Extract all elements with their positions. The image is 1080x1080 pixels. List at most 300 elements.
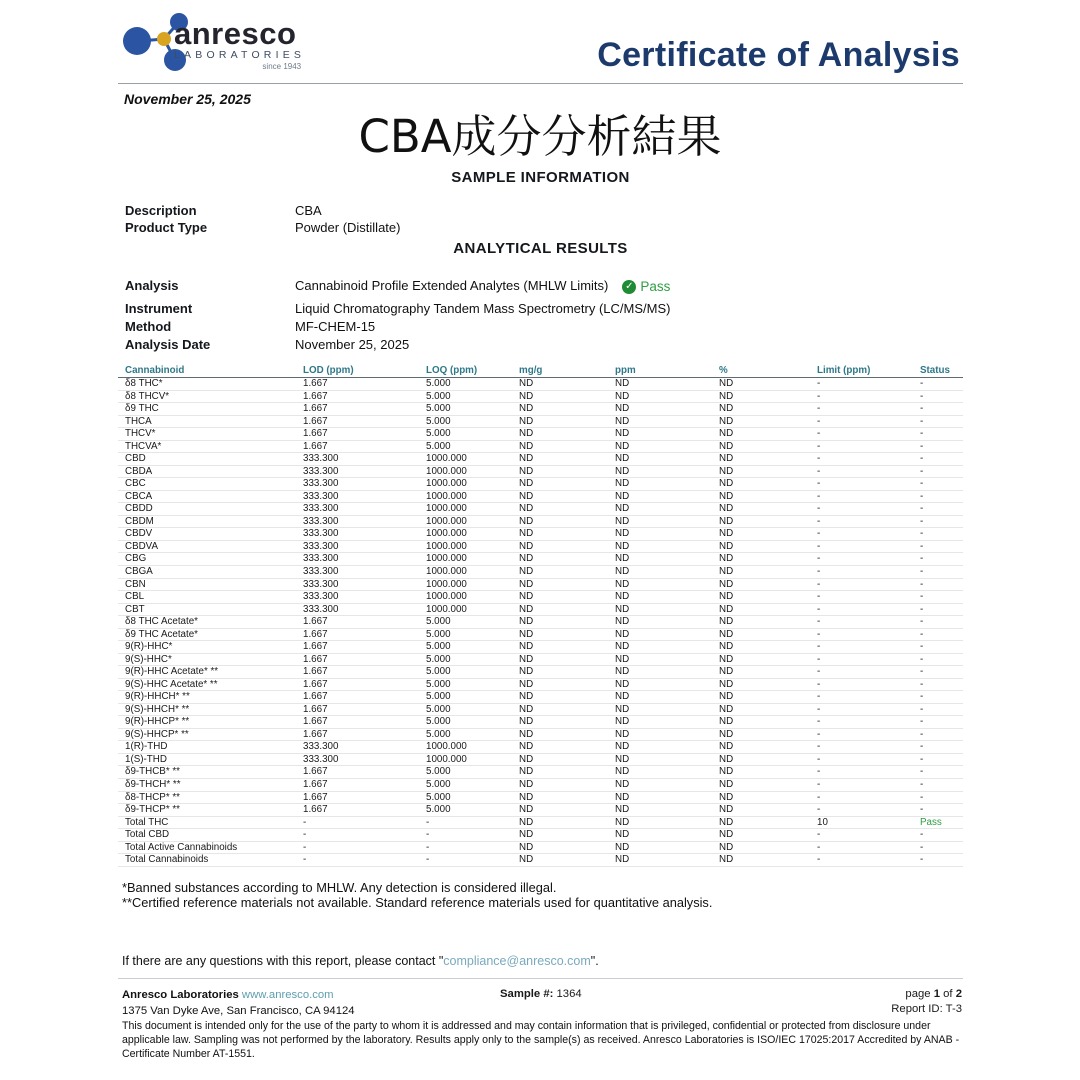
cell-percent: ND xyxy=(719,378,734,389)
cell-loq: - xyxy=(426,829,430,841)
cell-ppm: ND xyxy=(615,428,630,440)
cell-percent: ND xyxy=(719,440,734,452)
cell-percent: ND xyxy=(719,791,734,803)
cell-mgg: ND xyxy=(519,804,534,816)
table-row xyxy=(118,854,963,867)
cell-ppm: ND xyxy=(615,753,630,765)
cell-limit: - xyxy=(817,515,821,527)
cell-mgg: ND xyxy=(519,428,534,440)
cell-ppm: ND xyxy=(615,565,630,577)
cell-percent: ND xyxy=(719,703,734,715)
footnote-reference: **Certified reference materials not available. Standard reference materials used for quantitative analysis. xyxy=(122,895,713,910)
cell-cannabinoid: Total Active Cannabinoids xyxy=(125,841,238,853)
cell-limit: - xyxy=(817,553,821,565)
table-row xyxy=(118,704,963,717)
cell-ppm: ND xyxy=(615,741,630,753)
cell-ppm: ND xyxy=(615,503,630,515)
cell-mgg: ND xyxy=(519,540,534,552)
cell-limit: - xyxy=(817,440,821,452)
cell-status: - xyxy=(920,616,924,628)
cell-lod: 1.667 xyxy=(303,691,328,703)
cell-lod: 333.300 xyxy=(303,753,339,765)
contact-line xyxy=(122,954,599,968)
cell-lod: - xyxy=(303,854,307,866)
cell-mgg: ND xyxy=(519,741,534,753)
cell-percent: ND xyxy=(719,540,734,552)
cell-limit: - xyxy=(817,603,821,615)
cell-lod: 1.667 xyxy=(303,440,328,452)
cell-cannabinoid: CBN xyxy=(125,578,146,590)
cell-cannabinoid: THCA xyxy=(125,415,152,427)
table-row xyxy=(118,792,963,805)
cell-percent: ND xyxy=(719,829,734,841)
cell-lod: 333.300 xyxy=(303,578,339,590)
cell-lod: - xyxy=(303,841,307,853)
column-header-loq: LOQ (ppm) xyxy=(426,365,478,376)
cell-status: - xyxy=(920,465,924,477)
cell-cannabinoid: CBGA xyxy=(125,565,153,577)
table-row xyxy=(118,629,963,642)
cell-limit: - xyxy=(817,753,821,765)
cell-ppm: ND xyxy=(615,378,630,389)
field-value: Liquid Chromatography Tandem Mass Spectrometry (LC/MS/MS) xyxy=(295,300,671,316)
japanese-title: CBA成分分析結果 xyxy=(358,110,722,163)
cell-limit: - xyxy=(817,415,821,427)
cell-cannabinoid: 1(S)-THD xyxy=(125,753,167,765)
cell-percent: ND xyxy=(719,716,734,728)
cell-loq: - xyxy=(426,854,430,866)
table-row xyxy=(118,453,963,466)
cell-mgg: ND xyxy=(519,515,534,527)
cell-ppm: ND xyxy=(615,540,630,552)
cell-cannabinoid: CBDA xyxy=(125,465,153,477)
cell-loq: 1000.000 xyxy=(426,591,467,603)
cell-ppm: ND xyxy=(615,854,630,866)
field-label: Analysis Date xyxy=(125,336,211,352)
cell-lod: 1.667 xyxy=(303,390,328,402)
cell-ppm: ND xyxy=(615,465,630,477)
cell-percent: ND xyxy=(719,528,734,540)
cell-cannabinoid: Total Cannabinoids xyxy=(125,854,209,866)
cell-loq: 5.000 xyxy=(426,616,451,628)
cell-cannabinoid: δ8-THCP* ** xyxy=(125,791,180,803)
cell-limit: - xyxy=(817,453,821,465)
cell-cannabinoid: 9(S)-HHC* xyxy=(125,653,172,665)
cell-cannabinoid: 9(R)-HHC* xyxy=(125,641,173,653)
cell-percent: ND xyxy=(719,553,734,565)
cell-percent: ND xyxy=(719,804,734,816)
cell-status: - xyxy=(920,841,924,853)
cell-status: - xyxy=(920,553,924,565)
cell-cannabinoid: CBDVA xyxy=(125,540,159,552)
cell-mgg: ND xyxy=(519,378,534,389)
sample-information-fields xyxy=(125,203,400,236)
footer-address: 1375 Van Dyke Ave, San Francisco, CA 94124 xyxy=(122,1005,355,1017)
cell-limit: - xyxy=(817,465,821,477)
cell-lod: 333.300 xyxy=(303,490,339,502)
cell-ppm: ND xyxy=(615,591,630,603)
table-row xyxy=(118,528,963,541)
cell-lod: 333.300 xyxy=(303,741,339,753)
cell-loq: 1000.000 xyxy=(426,528,467,540)
cell-lod: 1.667 xyxy=(303,641,328,653)
cell-limit: 10 xyxy=(817,816,828,828)
pass-badge xyxy=(622,278,670,296)
header-divider xyxy=(118,83,963,84)
logo-since-text: since 1943 xyxy=(262,62,302,71)
cell-mgg: ND xyxy=(519,728,534,740)
cell-cannabinoid: THCV* xyxy=(125,428,156,440)
table-row xyxy=(118,591,963,604)
field-value: CBA xyxy=(295,203,322,218)
cell-ppm: ND xyxy=(615,791,630,803)
cell-lod: 1.667 xyxy=(303,804,328,816)
cell-lod: 333.300 xyxy=(303,515,339,527)
cell-percent: ND xyxy=(719,816,734,828)
cell-percent: ND xyxy=(719,503,734,515)
cell-percent: ND xyxy=(719,628,734,640)
cell-limit: - xyxy=(817,666,821,678)
cell-loq: 5.000 xyxy=(426,791,451,803)
table-row xyxy=(118,741,963,754)
cell-loq: 1000.000 xyxy=(426,478,467,490)
table-row xyxy=(118,403,963,416)
cell-mgg: ND xyxy=(519,616,534,628)
field-label: Method xyxy=(125,318,172,334)
cell-mgg: ND xyxy=(519,854,534,866)
cell-limit: - xyxy=(817,641,821,653)
table-row xyxy=(118,829,963,842)
cell-limit: - xyxy=(817,578,821,590)
disclaimer-text: This document is intended only for the use of the party to whom it is addressed and may contain information that is privileged, confidential or protected from disclosure under applicable law. Sampling was not performed by the laboratory. Results apply only to the sample(s) as received. Anresco Laboratories is ISO/IEC 17025:2017 Accredited by ANAB - Certificate Number AT-1551. xyxy=(122,1020,960,1060)
footer-company-name: Anresco Laboratories xyxy=(122,989,239,1001)
cell-lod: 1.667 xyxy=(303,766,328,778)
table-row xyxy=(118,553,963,566)
cell-limit: - xyxy=(817,728,821,740)
cell-cannabinoid: CBCA xyxy=(125,490,153,502)
analytical-results-fields xyxy=(125,277,670,354)
cell-lod: 1.667 xyxy=(303,616,328,628)
cell-mgg: ND xyxy=(519,766,534,778)
cell-lod: 1.667 xyxy=(303,378,328,389)
cell-cannabinoid: THCVA* xyxy=(125,440,162,452)
cell-ppm: ND xyxy=(615,666,630,678)
cell-loq: 1000.000 xyxy=(426,753,467,765)
report-id: Report ID: T-3 xyxy=(891,1003,962,1015)
cell-loq: 5.000 xyxy=(426,766,451,778)
cell-lod: 1.667 xyxy=(303,703,328,715)
cell-cannabinoid: CBC xyxy=(125,478,146,490)
cell-mgg: ND xyxy=(519,478,534,490)
cell-mgg: ND xyxy=(519,829,534,841)
cell-limit: - xyxy=(817,428,821,440)
cell-percent: ND xyxy=(719,666,734,678)
cell-percent: ND xyxy=(719,390,734,402)
cell-ppm: ND xyxy=(615,440,630,452)
cell-cannabinoid: δ8 THCV* xyxy=(125,390,170,402)
sample-number-label: Sample #: xyxy=(500,988,554,1000)
table-row xyxy=(118,842,963,855)
cell-status: - xyxy=(920,766,924,778)
footnote-banned: *Banned substances according to MHLW. Any detection is considered illegal. xyxy=(122,880,557,895)
cell-cannabinoid: δ9 THC xyxy=(125,403,159,415)
cell-ppm: ND xyxy=(615,804,630,816)
table-row xyxy=(118,466,963,479)
cell-mgg: ND xyxy=(519,465,534,477)
cell-loq: 5.000 xyxy=(426,653,451,665)
cell-limit: - xyxy=(817,766,821,778)
cell-status: - xyxy=(920,540,924,552)
cell-loq: 5.000 xyxy=(426,390,451,402)
cell-percent: ND xyxy=(719,403,734,415)
cell-limit: - xyxy=(817,804,821,816)
cell-mgg: ND xyxy=(519,716,534,728)
cell-mgg: ND xyxy=(519,641,534,653)
cell-percent: ND xyxy=(719,428,734,440)
cell-cannabinoid: 9(S)-HHC Acetate* ** xyxy=(125,678,218,690)
cell-lod: - xyxy=(303,816,307,828)
table-row xyxy=(118,378,963,391)
cell-percent: ND xyxy=(719,741,734,753)
cell-percent: ND xyxy=(719,753,734,765)
cell-lod: 333.300 xyxy=(303,540,339,552)
cell-loq: 5.000 xyxy=(426,628,451,640)
cell-percent: ND xyxy=(719,728,734,740)
cell-ppm: ND xyxy=(615,553,630,565)
table-row xyxy=(118,754,963,767)
field-label: Analysis xyxy=(125,278,179,293)
column-header-cannabinoid: Cannabinoid xyxy=(125,365,185,376)
cell-ppm: ND xyxy=(615,603,630,615)
cell-status: - xyxy=(920,703,924,715)
cell-mgg: ND xyxy=(519,390,534,402)
cell-lod: 1.667 xyxy=(303,779,328,790)
report-date: November 25, 2025 xyxy=(124,91,251,107)
cell-ppm: ND xyxy=(615,678,630,690)
cell-percent: ND xyxy=(719,453,734,465)
cell-limit: - xyxy=(817,829,821,841)
cell-status: - xyxy=(920,440,924,452)
cell-ppm: ND xyxy=(615,829,630,841)
cell-mgg: ND xyxy=(519,653,534,665)
cell-ppm: ND xyxy=(615,653,630,665)
table-row xyxy=(118,729,963,742)
cell-mgg: ND xyxy=(519,666,534,678)
cell-limit: - xyxy=(817,478,821,490)
cell-status: - xyxy=(920,628,924,640)
cell-cannabinoid: δ9-THCH* ** xyxy=(125,779,181,790)
cell-mgg: ND xyxy=(519,578,534,590)
table-row xyxy=(118,491,963,504)
cell-limit: - xyxy=(817,653,821,665)
cell-mgg: ND xyxy=(519,691,534,703)
certificate-title: Certificate of Analysis xyxy=(597,36,960,74)
table-row xyxy=(118,817,963,830)
cell-loq: 5.000 xyxy=(426,678,451,690)
column-header-percent: % xyxy=(719,365,728,376)
cell-status: - xyxy=(920,603,924,615)
cell-status: - xyxy=(920,453,924,465)
cell-loq: 1000.000 xyxy=(426,578,467,590)
cell-loq: 5.000 xyxy=(426,728,451,740)
cell-cannabinoid: Total CBD xyxy=(125,829,170,841)
cell-ppm: ND xyxy=(615,578,630,590)
cell-percent: ND xyxy=(719,678,734,690)
table-header-row xyxy=(118,364,963,378)
cell-lod: 1.667 xyxy=(303,403,328,415)
cell-loq: 1000.000 xyxy=(426,540,467,552)
cell-lod: 1.667 xyxy=(303,628,328,640)
cell-loq: 5.000 xyxy=(426,666,451,678)
footer-sample-number xyxy=(500,988,582,1000)
cell-status: - xyxy=(920,415,924,427)
cell-loq: - xyxy=(426,841,430,853)
table-row xyxy=(118,391,963,404)
cell-mgg: ND xyxy=(519,403,534,415)
cell-status: - xyxy=(920,528,924,540)
cell-lod: 333.300 xyxy=(303,553,339,565)
cell-loq: 5.000 xyxy=(426,378,451,389)
table-row xyxy=(118,541,963,554)
cell-ppm: ND xyxy=(615,766,630,778)
cell-ppm: ND xyxy=(615,641,630,653)
field-row xyxy=(125,277,670,296)
column-header-mgg: mg/g xyxy=(519,365,543,376)
compliance-email-link[interactable]: compliance@anresco.com xyxy=(443,954,591,968)
cell-status: - xyxy=(920,641,924,653)
pass-badge-label: Pass xyxy=(640,278,671,294)
cell-ppm: ND xyxy=(615,528,630,540)
cell-status: - xyxy=(920,403,924,415)
cell-percent: ND xyxy=(719,766,734,778)
cell-percent: ND xyxy=(719,653,734,665)
cell-percent: ND xyxy=(719,515,734,527)
cell-percent: ND xyxy=(719,641,734,653)
cell-cannabinoid: 9(R)-HHCP* ** xyxy=(125,716,190,728)
cell-cannabinoid: CBL xyxy=(125,591,145,603)
field-row xyxy=(125,336,670,354)
cell-percent: ND xyxy=(719,616,734,628)
field-row xyxy=(125,220,400,237)
cell-ppm: ND xyxy=(615,453,630,465)
cell-lod: 333.300 xyxy=(303,591,339,603)
cell-loq: 1000.000 xyxy=(426,503,467,515)
cell-limit: - xyxy=(817,841,821,853)
cell-cannabinoid: δ9-THCB* ** xyxy=(125,766,180,778)
cell-mgg: ND xyxy=(519,628,534,640)
field-value: Powder (Distillate) xyxy=(295,219,401,235)
cell-mgg: ND xyxy=(519,816,534,828)
cell-status: - xyxy=(920,804,924,816)
cell-loq: 1000.000 xyxy=(426,515,467,527)
contact-suffix: ". xyxy=(590,954,599,968)
cannabinoid-results-table xyxy=(118,364,963,867)
cell-mgg: ND xyxy=(519,678,534,690)
cell-cannabinoid: CBDV xyxy=(125,528,153,540)
cell-lod: 333.300 xyxy=(303,453,339,465)
cell-ppm: ND xyxy=(615,415,630,427)
cell-lod: 1.667 xyxy=(303,415,328,427)
table-row xyxy=(118,616,963,629)
cell-status: - xyxy=(920,478,924,490)
cell-limit: - xyxy=(817,490,821,502)
cell-cannabinoid: CBDD xyxy=(125,503,153,515)
footer-website-link[interactable]: www.anresco.com xyxy=(241,989,334,1001)
cell-limit: - xyxy=(817,854,821,866)
cell-status: - xyxy=(920,854,924,866)
column-header-ppm: ppm xyxy=(615,365,636,376)
cell-loq: 1000.000 xyxy=(426,553,467,565)
cell-cannabinoid: CBT xyxy=(125,603,145,615)
cell-loq: 1000.000 xyxy=(426,453,467,465)
cell-status: - xyxy=(920,653,924,665)
cell-cannabinoid: 9(S)-HHCH* ** xyxy=(125,703,190,715)
cell-loq: 1000.000 xyxy=(426,490,467,502)
cell-limit: - xyxy=(817,741,821,753)
cell-ppm: ND xyxy=(615,691,630,703)
cell-percent: ND xyxy=(719,578,734,590)
cell-ppm: ND xyxy=(615,716,630,728)
field-label: Product Type xyxy=(125,219,208,235)
field-value: MF-CHEM-15 xyxy=(295,318,376,334)
cell-cannabinoid: CBG xyxy=(125,553,147,565)
table-row xyxy=(118,641,963,654)
cell-loq: 5.000 xyxy=(426,716,451,728)
cell-percent: ND xyxy=(719,490,734,502)
cell-cannabinoid: 9(S)-HHCP* ** xyxy=(125,728,189,740)
cell-lod: 333.300 xyxy=(303,478,339,490)
cell-ppm: ND xyxy=(615,816,630,828)
analytical-results-heading: ANALYTICAL RESULTS xyxy=(453,240,628,257)
page-indicator: page 1 of 2 xyxy=(905,988,962,1000)
cell-limit: - xyxy=(817,503,821,515)
cell-mgg: ND xyxy=(519,703,534,715)
column-header-lod: LOD (ppm) xyxy=(303,365,354,376)
footer-company-block xyxy=(122,987,355,1019)
cell-mgg: ND xyxy=(519,503,534,515)
cell-lod: 1.667 xyxy=(303,666,328,678)
cell-percent: ND xyxy=(719,854,734,866)
cell-cannabinoid: CBDM xyxy=(125,515,154,527)
table-row xyxy=(118,716,963,729)
cell-limit: - xyxy=(817,691,821,703)
cell-lod: 333.300 xyxy=(303,565,339,577)
table-row xyxy=(118,654,963,667)
cell-cannabinoid: δ9 THC Acetate* xyxy=(125,628,198,640)
cell-percent: ND xyxy=(719,691,734,703)
table-row xyxy=(118,428,963,441)
cell-mgg: ND xyxy=(519,565,534,577)
cell-status: - xyxy=(920,490,924,502)
cell-status: - xyxy=(920,390,924,402)
cell-loq: 5.000 xyxy=(426,779,451,790)
cell-mgg: ND xyxy=(519,415,534,427)
cell-percent: ND xyxy=(719,603,734,615)
cell-limit: - xyxy=(817,403,821,415)
cell-lod: 1.667 xyxy=(303,728,328,740)
field-value: Cannabinoid Profile Extended Analytes (MHLW Limits) ✓ Pass xyxy=(295,278,671,294)
column-header-status: Status xyxy=(920,365,950,376)
table-row xyxy=(118,766,963,779)
cell-loq: 1000.000 xyxy=(426,603,467,615)
cell-loq: 1000.000 xyxy=(426,565,467,577)
cell-lod: 1.667 xyxy=(303,653,328,665)
cell-status: - xyxy=(920,753,924,765)
cell-lod: - xyxy=(303,829,307,841)
cell-limit: - xyxy=(817,616,821,628)
cell-ppm: ND xyxy=(615,515,630,527)
column-header-limit: Limit (ppm) xyxy=(817,365,871,376)
